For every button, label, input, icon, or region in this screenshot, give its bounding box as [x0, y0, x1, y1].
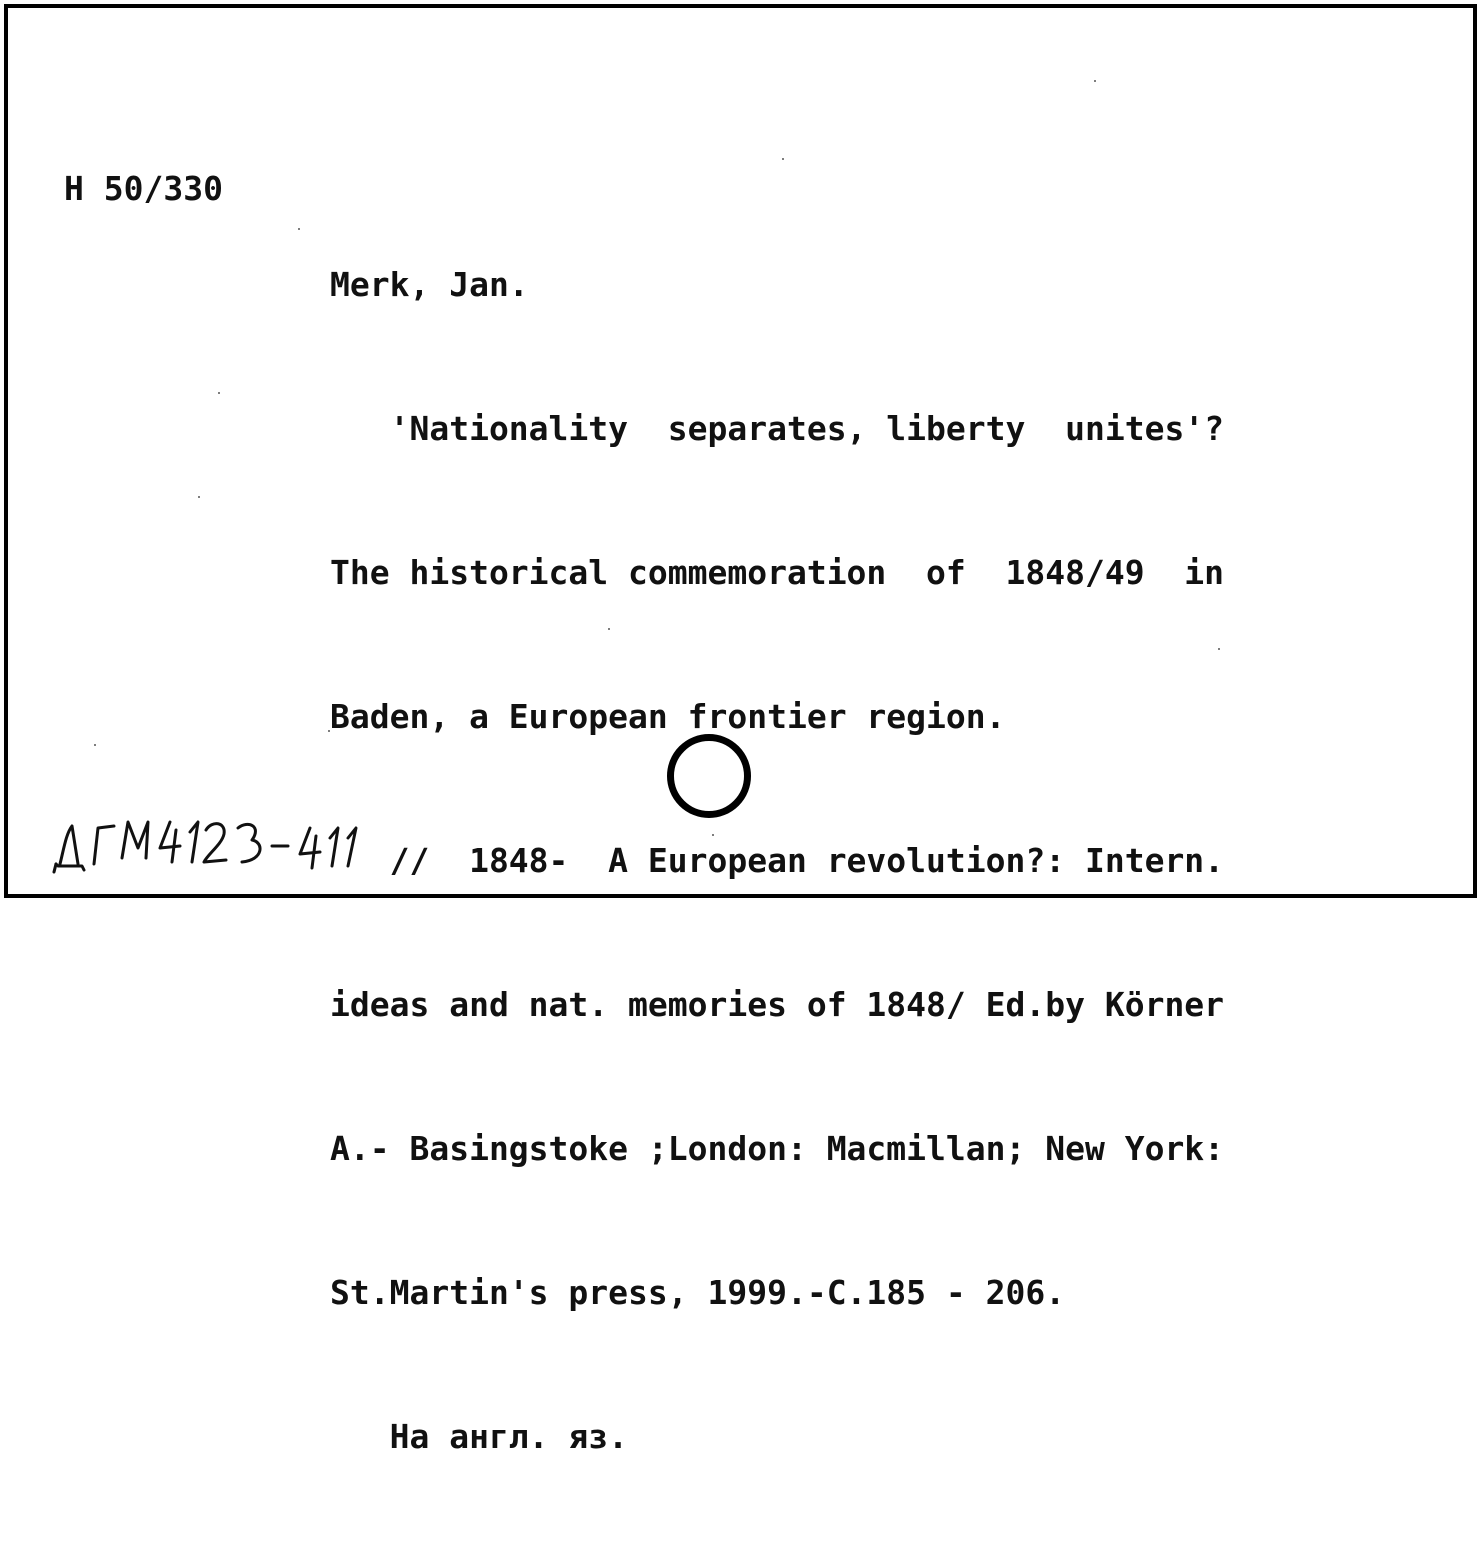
entry-line-title-end: Baden, a European frontier region.: [330, 697, 1006, 736]
entry-line-source: // 1848- A European revolution?: Intern.: [330, 841, 1225, 880]
punch-hole-icon: [667, 734, 751, 818]
speck: [298, 228, 300, 230]
entry-line-title-cont: The historical commemoration of 1848/49 in: [330, 553, 1225, 592]
speck: [328, 730, 330, 732]
speck: [198, 496, 200, 498]
catalog-card: [4, 4, 1477, 1456]
entry-line-language: На англ. яз.: [330, 1417, 629, 1456]
speck: [218, 392, 220, 394]
speck: [1094, 80, 1096, 82]
speck: [608, 628, 610, 630]
entry-line-title: 'Nationality separates, liberty unites'?: [330, 409, 1225, 448]
entry-line-publisher: A.- Basingstoke ;London: Macmillan; New York:: [330, 1129, 1225, 1168]
speck: [712, 834, 714, 836]
entry-line-pages: St.Martin's press, 1999.-С.185 - 206.: [330, 1273, 1066, 1312]
handwritten-inventory-number: [48, 808, 428, 878]
shelfmark: Н 50/330: [64, 169, 223, 208]
bibliographic-entry: [330, 165, 1224, 1557]
entry-line-source-cont: ideas and nat. memories of 1848/ Ed.by Körner: [330, 985, 1225, 1024]
speck: [94, 744, 96, 746]
entry-line-author: Merk, Jan.: [330, 265, 529, 304]
speck: [782, 158, 784, 160]
speck: [1218, 648, 1220, 650]
